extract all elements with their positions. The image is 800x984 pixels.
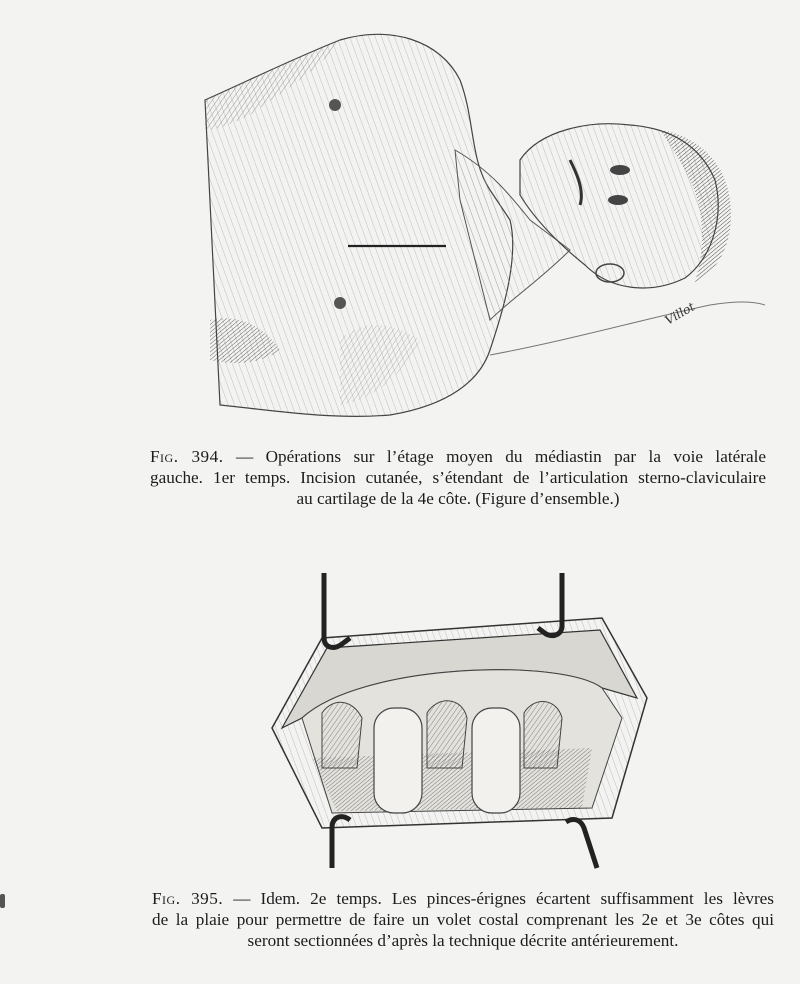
wound-engraving bbox=[262, 568, 658, 876]
figure-394-caption bbox=[150, 446, 766, 509]
caption-line: gauche. 1er temps. Incision cutanée, s’étendant de l’articulation sterno-claviculaire bbox=[150, 468, 766, 487]
page-edge-mark bbox=[0, 894, 5, 908]
retractor-bottom-right bbox=[566, 820, 597, 868]
figure-label: Fig. 394. bbox=[150, 447, 224, 466]
figure-395-caption bbox=[152, 888, 774, 951]
rib-3 bbox=[472, 708, 520, 813]
caption-line: de la plaie pour permettre de faire un volet costal comprenant les 2e et 3e côtes qui bbox=[152, 910, 774, 929]
artist-signature: Villot bbox=[662, 299, 698, 328]
caption-line: Fig. 394. — Opérations sur l’étage moyen du médiastin par la voie latérale bbox=[150, 447, 766, 466]
caption-line: seront sectionnées d’après la technique décrite antérieurement. bbox=[247, 931, 679, 950]
figure-395-illustration bbox=[262, 568, 658, 876]
figure-394-illustration bbox=[190, 20, 770, 430]
figure-label: Fig. 395. bbox=[152, 889, 224, 908]
caption-line: Fig. 395. — Idem. 2e temps. Les pinces-érignes écartent suffisamment les lèvres bbox=[152, 889, 774, 908]
rib-2 bbox=[374, 708, 422, 813]
upper-nipple bbox=[329, 99, 341, 111]
thorax-engraving bbox=[190, 20, 770, 430]
caption-line: au cartilage de la 4e côte. (Figure d’ensemble.) bbox=[296, 489, 620, 508]
lower-nipple bbox=[334, 297, 346, 309]
